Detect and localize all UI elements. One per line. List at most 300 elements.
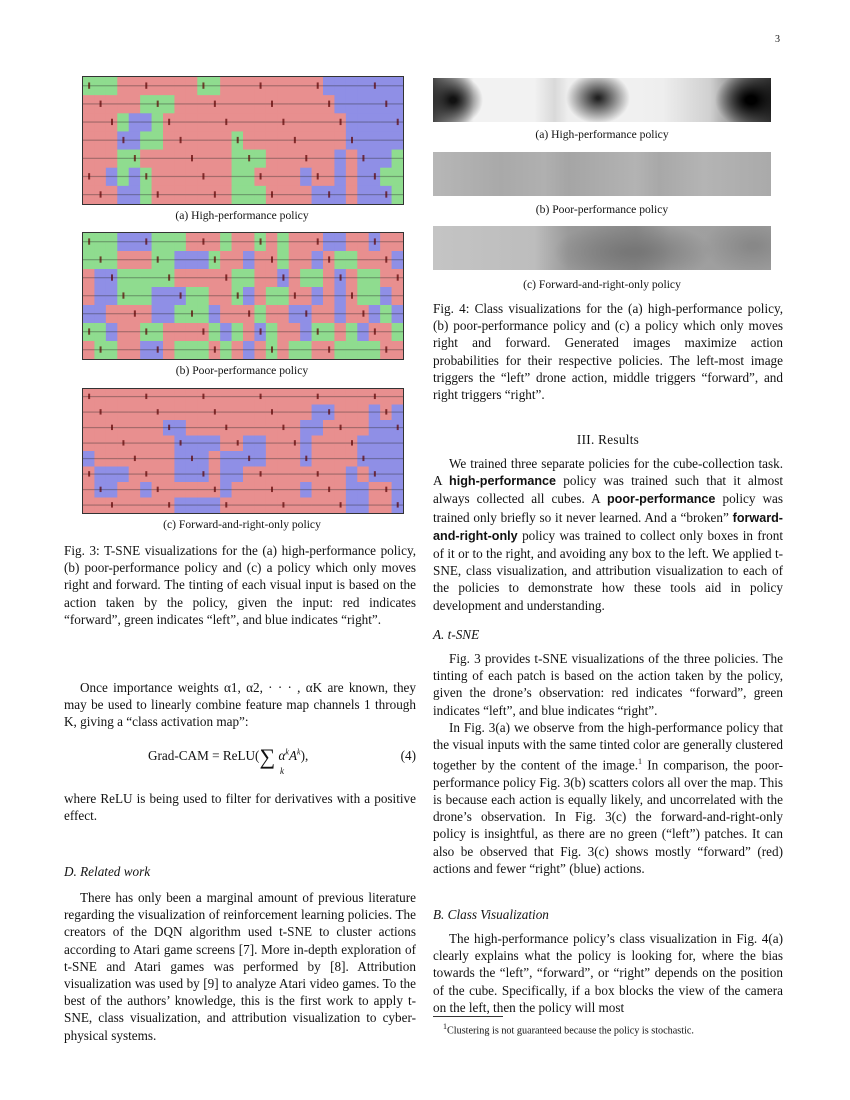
tsne-tile <box>106 233 118 252</box>
tsne-tile-horizon <box>220 194 232 195</box>
tsne-tile-cube <box>145 328 147 334</box>
tsne-tile-horizon <box>209 427 221 428</box>
tsne-tile <box>174 233 186 252</box>
tsne-tile-horizon <box>83 259 95 260</box>
tsne-tile-horizon <box>346 349 358 350</box>
tsne-tile-horizon <box>174 489 186 490</box>
tsne-tile-cube <box>214 101 216 107</box>
tsne-tile-horizon <box>220 85 232 86</box>
tsne-tile-horizon <box>106 396 118 397</box>
tsne-tile-horizon <box>369 277 381 278</box>
tsne-tile-horizon <box>106 295 118 296</box>
tsne-tile <box>266 233 278 252</box>
tsne-tile-horizon <box>163 458 175 459</box>
tsne-tile-horizon <box>152 331 164 332</box>
tsne-tile-horizon <box>174 331 186 332</box>
tsne-tile-horizon <box>94 140 106 141</box>
tsne-tile-horizon <box>300 504 312 505</box>
tsne-tile-cube <box>168 119 170 125</box>
tsne-tile-horizon <box>197 442 209 443</box>
tsne-tile-horizon <box>334 295 346 296</box>
tsne-tile-horizon <box>289 85 301 86</box>
tsne-tile-cube <box>374 173 376 179</box>
tsne-tile <box>357 113 369 132</box>
tsne-tile-horizon <box>140 349 152 350</box>
tsne-tile-horizon <box>83 313 95 314</box>
tsne-tile <box>346 77 358 96</box>
tsne-tile-cube <box>294 292 296 298</box>
tsne-tile-horizon <box>232 458 244 459</box>
tsne-tile-horizon <box>323 313 335 314</box>
tsne-tile-horizon <box>209 241 221 242</box>
tsne-tile-horizon <box>369 121 381 122</box>
tsne-tile-cube <box>100 487 102 492</box>
tsne-tile-horizon <box>197 411 209 412</box>
footnote-marker: 1 <box>638 757 643 767</box>
tsne-grid-forward-right-only <box>82 388 404 514</box>
tsne-tile-cube <box>385 101 387 107</box>
tsne-tile-horizon <box>334 313 346 314</box>
tsne-tile-horizon <box>254 489 266 490</box>
tsne-tile-cube <box>157 487 159 492</box>
tsne-tile-horizon <box>300 103 312 104</box>
tsne-tile-horizon <box>152 85 164 86</box>
tsne-tile-cube <box>225 425 227 430</box>
tsne-tile-cube <box>191 310 193 316</box>
tsne-tile-horizon <box>197 103 209 104</box>
tsne-tile-horizon <box>174 158 186 159</box>
tsne-tile-horizon <box>83 489 95 490</box>
tsne-tile <box>163 233 175 252</box>
tsne-tile-horizon <box>152 241 164 242</box>
tsne-tile-horizon <box>323 140 335 141</box>
tsne-tile-horizon <box>129 85 141 86</box>
tsne-tile-horizon <box>266 140 278 141</box>
relu-paragraph: where ReLU is being used to filter for derivatives with a positive effect. <box>64 791 416 824</box>
tsne-tile-horizon <box>197 158 209 159</box>
tsne-tile-horizon <box>174 458 186 459</box>
tsne-tile <box>346 150 358 169</box>
bold-poor-performance: poor-performance <box>606 492 716 507</box>
tsne-tile-cube <box>214 191 216 197</box>
tsne-tile-horizon <box>197 427 209 428</box>
tsne-tile <box>357 77 369 96</box>
tsne-tile-horizon <box>94 427 106 428</box>
tsne-tile-cube <box>248 155 250 161</box>
tsne-tile-horizon <box>152 158 164 159</box>
tsne-tile-horizon <box>209 277 221 278</box>
tsne-tile-horizon <box>163 194 175 195</box>
tsne-tile-cube <box>397 425 399 430</box>
equation-alpha: α <box>278 748 286 763</box>
tsne-tile-cube <box>271 191 273 197</box>
tsne-tile-horizon <box>94 158 106 159</box>
tsne-tile <box>83 113 95 132</box>
tsne-tile-horizon <box>140 277 152 278</box>
tsne-tile-horizon <box>220 489 232 490</box>
tsne-tile-horizon <box>197 489 209 490</box>
tsne-tile-horizon <box>220 313 232 314</box>
tsne-tile-cube <box>248 456 250 461</box>
tsne-tile-horizon <box>209 158 221 159</box>
tsne-tile-horizon <box>346 176 358 177</box>
tsne-tile <box>232 113 244 132</box>
tsne-tile-horizon <box>106 313 118 314</box>
tsne-tile-horizon <box>243 504 255 505</box>
tsne-tile-cube <box>397 502 399 507</box>
tsne-tile-horizon <box>323 396 335 397</box>
tsne-tile-horizon <box>346 158 358 159</box>
tsne-tile-horizon <box>232 103 244 104</box>
tsne-tile <box>163 150 175 169</box>
tsne-tile-horizon <box>346 194 358 195</box>
tsne-tile <box>197 131 209 150</box>
tsne-tile-horizon <box>174 411 186 412</box>
tsne-tile-horizon <box>323 176 335 177</box>
tsne-tile <box>380 233 392 252</box>
tsne-tile-horizon <box>186 277 198 278</box>
tsne-tile-horizon <box>334 85 346 86</box>
tsne-paragraph-2: In Fig. 3(a) we observe from the high-performance policy that the visual inputs with the same tinted color are generally clustered together by the content of the image.$^1$ In comparison, the poor-performance policy Fig. 3(b) scatters colors all over the map. This is because each action is equally likely, and uncorrelated with the drone’s observation. In Fig. 3(c) the forward-and-right-only policy is insightful, as there are no green (“left”) patches. It can also be observed that Fig. 3(c) shows mostly “forward” (red) actions and fewer “right” (blue) actions. <box>433 719 783 876</box>
tsne-tile-cube <box>294 137 296 143</box>
tsne-tile-cube <box>191 155 193 161</box>
tsne-tile-horizon <box>243 85 255 86</box>
tsne-tile-horizon <box>220 158 232 159</box>
tsne-tile-cube <box>202 328 204 334</box>
tsne-tile-horizon <box>186 442 198 443</box>
tsne-tile-horizon <box>83 194 95 195</box>
tsne-tile-cube <box>180 292 182 298</box>
tsne-tile-horizon <box>106 176 118 177</box>
tsne-tile-horizon <box>380 121 392 122</box>
tsne-tile <box>277 233 289 252</box>
tsne-tile <box>289 233 301 252</box>
tsne-tile-horizon <box>220 140 232 141</box>
footnote-rule <box>433 1016 503 1017</box>
tsne-tile-horizon <box>106 158 118 159</box>
tsne-tile-horizon <box>392 473 403 474</box>
tsne-tile-horizon <box>357 176 369 177</box>
tsne-tile-horizon <box>289 313 301 314</box>
tsne-tile-cube <box>385 409 387 414</box>
tsne-tile-horizon <box>232 277 244 278</box>
tsne-tile-horizon <box>106 411 118 412</box>
page-number: 3 <box>775 34 780 45</box>
tsne-tile <box>392 233 403 252</box>
tsne-tile <box>209 233 221 252</box>
tsne-tile <box>106 77 118 96</box>
tsne-tile-horizon <box>106 349 118 350</box>
tsne-tile-horizon <box>140 158 152 159</box>
tsne-tile-horizon <box>152 458 164 459</box>
tsne-tile-horizon <box>392 85 403 86</box>
tsne-tile-horizon <box>312 349 324 350</box>
tsne-tile-horizon <box>357 259 369 260</box>
tsne-tile-cube <box>328 191 330 197</box>
tsne-tile-horizon <box>346 396 358 397</box>
tsne-tile-horizon <box>174 504 186 505</box>
tsne-tile-horizon <box>323 473 335 474</box>
tsne-tile-horizon <box>232 313 244 314</box>
tsne-tile-horizon <box>243 194 255 195</box>
tsne-tile <box>197 150 209 169</box>
tsne-tile-cube <box>157 101 159 107</box>
tsne-tile-cube <box>168 502 170 507</box>
tsne-tile-horizon <box>346 241 358 242</box>
tsne-tile-horizon <box>357 140 369 141</box>
tsne-tile-horizon <box>152 176 164 177</box>
fig4-sub-c: (c) Forward-and-right-only policy <box>523 278 681 291</box>
tsne-tile-cube <box>88 394 90 399</box>
tsne-tile-horizon <box>163 140 175 141</box>
tsne-tile-horizon <box>334 411 346 412</box>
tsne-tile-horizon <box>312 458 324 459</box>
tsne-tile-horizon <box>129 489 141 490</box>
class-vis-forward-right-only <box>433 226 771 270</box>
tsne-tile-horizon <box>243 295 255 296</box>
tsne-tile-horizon <box>94 277 106 278</box>
tsne-tile-horizon <box>300 427 312 428</box>
tsne-tile <box>209 131 221 150</box>
tsne-tile-horizon <box>277 396 289 397</box>
tsne-tile-horizon <box>369 140 381 141</box>
tsne-tile-horizon <box>197 313 209 314</box>
tsne-tile-horizon <box>357 103 369 104</box>
tsne-tile-horizon <box>117 427 129 428</box>
tsne-tile-horizon <box>346 473 358 474</box>
tsne-tile-horizon <box>129 396 141 397</box>
tsne-tile-horizon <box>129 427 141 428</box>
tsne-tile-cube <box>317 328 319 334</box>
tsne-tile-horizon <box>380 504 392 505</box>
tsne-tile-horizon <box>232 473 244 474</box>
tsne-tile-horizon <box>232 331 244 332</box>
tsne-tile <box>289 150 301 169</box>
tsne-tile-horizon <box>392 442 403 443</box>
tsne-tile-horizon <box>152 442 164 443</box>
tsne-tile-horizon <box>369 194 381 195</box>
tsne-tile-horizon <box>232 241 244 242</box>
tsne-tile <box>94 233 106 252</box>
tsne-tile-horizon <box>254 277 266 278</box>
tsne-tile-horizon <box>209 504 221 505</box>
tsne-tile-horizon <box>369 103 381 104</box>
tsne-tile-horizon <box>163 241 175 242</box>
tsne-tile-horizon <box>369 295 381 296</box>
tsne-tile-cube <box>157 256 159 262</box>
tsne-tile-horizon <box>83 427 95 428</box>
bold-high-performance: high-performance <box>449 474 557 489</box>
tsne-tile-horizon <box>117 121 129 122</box>
tsne-tile-cube <box>157 191 159 197</box>
tsne-tile-cube <box>237 440 239 445</box>
tsne-tile-horizon <box>209 121 221 122</box>
tsne-tile-horizon <box>277 158 289 159</box>
tsne-tile-cube <box>134 310 136 316</box>
tsne-tile-horizon <box>346 313 358 314</box>
tsne-tile-horizon <box>254 349 266 350</box>
tsne-tile-horizon <box>243 140 255 141</box>
tsne-tile-cube <box>100 409 102 414</box>
tsne-tile-horizon <box>174 396 186 397</box>
tsne-tile-horizon <box>106 473 118 474</box>
tsne-tile-horizon <box>106 241 118 242</box>
tsne-tile-cube <box>362 310 364 316</box>
tsne-tile-horizon <box>254 504 266 505</box>
tsne-tile-horizon <box>83 295 95 296</box>
equation-number: (4) <box>400 748 416 763</box>
tsne-tile-horizon <box>163 295 175 296</box>
tsne-tile <box>140 113 152 132</box>
tsne-tile <box>232 233 244 252</box>
tsne-tile-horizon <box>140 194 152 195</box>
tsne-tile <box>186 77 198 96</box>
tsne-tile-horizon <box>117 313 129 314</box>
tsne-tile-horizon <box>152 396 164 397</box>
tsne-tile-horizon <box>380 176 392 177</box>
tsne-tile-cube <box>282 119 284 125</box>
tsne-tile-horizon <box>254 103 266 104</box>
tsne-tile-horizon <box>174 121 186 122</box>
tsne-tile-horizon <box>266 176 278 177</box>
tsne-tile-horizon <box>380 140 392 141</box>
tsne-tile-horizon <box>323 331 335 332</box>
tsne-tile-horizon <box>357 442 369 443</box>
tsne-tile-cube <box>271 487 273 492</box>
class-visualization-paragraph: The high-performance policy’s class visualization in Fig. 4(a) clearly explains what the policy is looking for, where the bias towards the “left”, “forward”, or “right” depends on the position of the cube. Specifically, if a box blocks the view of the camera on the left, then the policy will most <box>433 931 783 1015</box>
tsne-tile-horizon <box>140 504 152 505</box>
tsne-tile-horizon <box>163 489 175 490</box>
tsne-grid-high-performance <box>82 76 404 205</box>
tsne-tile-cube <box>157 409 159 414</box>
tsne-tile-horizon <box>312 158 324 159</box>
tsne-tile-horizon <box>380 473 392 474</box>
tsne-tile-horizon <box>117 194 129 195</box>
tsne-tile-horizon <box>312 259 324 260</box>
equation-A-sup: k <box>297 747 301 757</box>
tsne-tile-horizon <box>209 295 221 296</box>
tsne-tile-horizon <box>220 349 232 350</box>
tsne-tile-horizon <box>357 277 369 278</box>
tsne-tile-horizon <box>392 295 403 296</box>
tsne-tile-cube <box>100 191 102 197</box>
tsne-tile-horizon <box>209 458 221 459</box>
tsne-tile-cube <box>214 409 216 414</box>
tsne-tile-cube <box>88 471 90 476</box>
tsne-tile-horizon <box>83 103 95 104</box>
tsne-tile-horizon <box>334 442 346 443</box>
tsne-tile-horizon <box>140 140 152 141</box>
tsne-tile-horizon <box>106 259 118 260</box>
class-vis-high-performance <box>433 78 771 122</box>
tsne-tile-horizon <box>129 411 141 412</box>
tsne-tile-horizon <box>163 349 175 350</box>
tsne-tile-horizon <box>186 176 198 177</box>
tsne-tile-cube <box>134 155 136 161</box>
tsne-tile-horizon <box>94 442 106 443</box>
tsne-tile-horizon <box>357 396 369 397</box>
tsne-tile-horizon <box>94 313 106 314</box>
tsne-tile-horizon <box>357 427 369 428</box>
tsne-tile-horizon <box>140 295 152 296</box>
tsne-grid-poor-performance <box>82 232 404 360</box>
tsne-tile <box>117 150 129 169</box>
tsne-tile-horizon <box>312 427 324 428</box>
tsne-tile <box>186 233 198 252</box>
tsne-tile <box>94 150 106 169</box>
tsne-tile-horizon <box>174 176 186 177</box>
tsne-tile-cube <box>100 256 102 262</box>
tsne-tile-horizon <box>346 458 358 459</box>
tsne-tile <box>83 131 95 150</box>
tsne-tile <box>152 150 164 169</box>
tsne-tile-horizon <box>197 140 209 141</box>
tsne-tile <box>174 150 186 169</box>
tsne-tile-horizon <box>117 349 129 350</box>
tsne-tile-horizon <box>312 103 324 104</box>
tsne-tile-horizon <box>392 411 403 412</box>
tsne-tile-horizon <box>197 121 209 122</box>
tsne-tile-horizon <box>277 349 289 350</box>
tsne-tile-cube <box>305 456 307 461</box>
tsne-tile-horizon <box>186 349 198 350</box>
tsne-tile <box>220 233 232 252</box>
tsne-tile <box>334 77 346 96</box>
tsne-tile <box>186 131 198 150</box>
tsne-tile-horizon <box>174 194 186 195</box>
fig3-sub-b: (b) Poor-performance policy <box>175 364 309 377</box>
tsne-tile-horizon <box>300 259 312 260</box>
tsne-tile-horizon <box>392 349 403 350</box>
tsne-tile <box>312 113 324 132</box>
tsne-tile-horizon <box>392 396 403 397</box>
tsne-tile-horizon <box>94 331 106 332</box>
tsne-tile-horizon <box>94 504 106 505</box>
tsne-tile-horizon <box>220 295 232 296</box>
tsne-tile-horizon <box>289 331 301 332</box>
equation-A: A <box>288 748 297 763</box>
tsne-tile-cube <box>374 82 376 88</box>
tsne-tile-horizon <box>106 194 118 195</box>
tsne-tile-horizon <box>289 411 301 412</box>
tsne-tile-horizon <box>266 396 278 397</box>
tsne-tile-cube <box>317 394 319 399</box>
tsne-tile-horizon <box>392 140 403 141</box>
tsne-tile-horizon <box>300 295 312 296</box>
tsne-tile-horizon <box>289 241 301 242</box>
tsne-tile-cube <box>385 256 387 262</box>
tsne-tile-horizon <box>152 473 164 474</box>
tsne-tile <box>266 131 278 150</box>
tsne-tile-horizon <box>334 396 346 397</box>
tsne-paragraph-1: Fig. 3 provides t-SNE visualizations of the three policies. The tinting of each patch is based on the action taken by the policy, given the drone’s observation: red indicates “forward”, green indicates “left”, and blue indicates “right”. <box>433 651 783 718</box>
tsne-tile-horizon <box>266 504 278 505</box>
tsne-tile-cube <box>385 346 387 352</box>
tsne-tile-horizon <box>197 349 209 350</box>
tsne-tile <box>323 131 335 150</box>
tsne-tile-horizon <box>232 121 244 122</box>
tsne-tile-horizon <box>220 396 232 397</box>
tsne-tile-cube <box>225 119 227 125</box>
tsne-tile-horizon <box>152 313 164 314</box>
tsne-tile-horizon <box>186 194 198 195</box>
tsne-tile-horizon <box>163 85 175 86</box>
tsne-tile-horizon <box>117 241 129 242</box>
tsne-tile-horizon <box>392 331 403 332</box>
tsne-tile-horizon <box>380 427 392 428</box>
tsne-tile-horizon <box>186 103 198 104</box>
tsne-tile <box>357 131 369 150</box>
